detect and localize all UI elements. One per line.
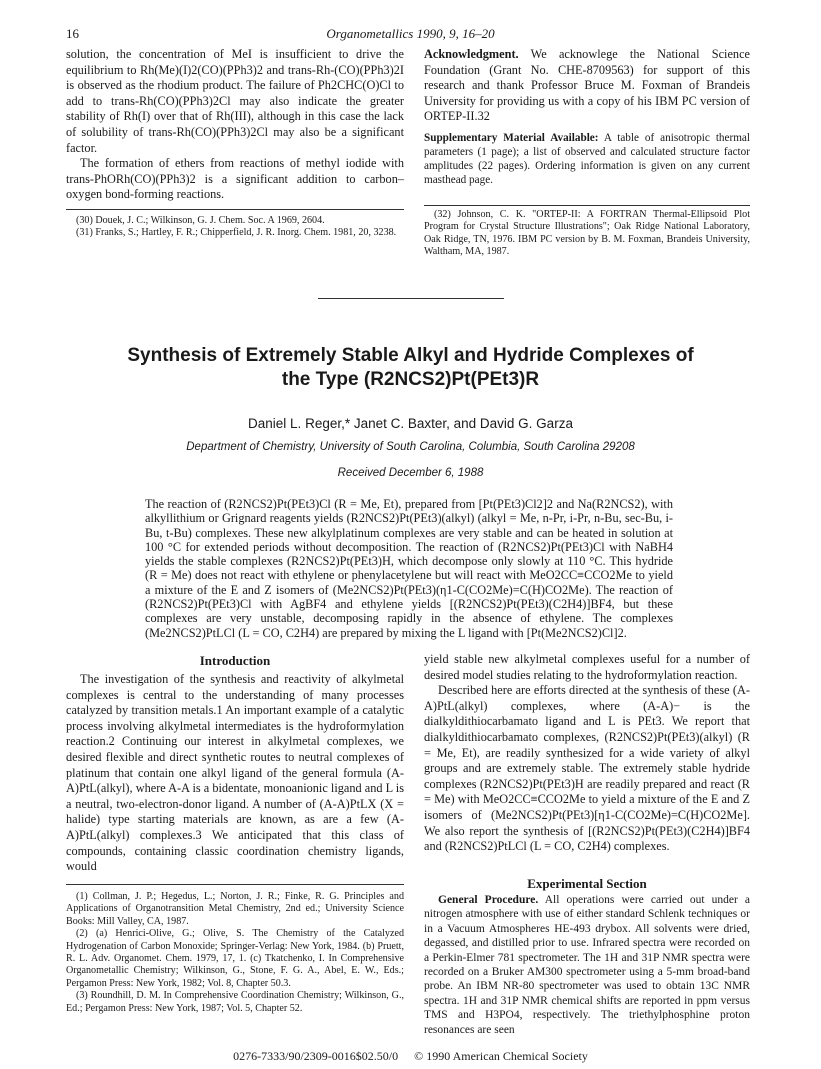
prev-article-left [66,47,404,203]
footnote: (31) Franks, S.; Hartley, F. R.; Chipperfield, J. R. Inorg. Chem. 1981, 20, 3238. [76,227,397,239]
footnote-rule-right [424,205,750,206]
intro-paragraph-2: Described here are efforts directed at the synthesis of these (A-A)PtL(alkyl) complexes, where (A-A)− is the dialkyldithiocarbamato ligand and L is PEt3. We report that dialkyldithiocarbamato complexes, (R2NCS2)Pt(PEt3)(alkyl) (R = Me, Et), are readily synthesized for a wide variety of alkyl groups and are extremely stable. The extremely stable hydride complexes (R2NCS2)Pt(PEt3)H are readily prepared and react (R = Me) with MeO2CC≡CCO2Me to yield a mixture of the E and Z isomers of (Me2NCS2)Pt(PEt3)[η1-C(CO2Me)=C(H)CO2Me]. We also report the synthesis of [(R2NCS2)Pt(PEt3)(C2H4)]BF4 and (R2NCS2)PtLCl (L = CO, C2H4) complexes. [424,683,750,854]
gp-label: General Procedure. [438,894,539,906]
page-number: 16 [66,26,79,41]
running-head: Organometallics 1990, 9, 16–20 [326,26,495,41]
page-footer [0,1049,821,1064]
footnote: (3) Roundhill, D. M. In Comprehensive Coordination Chemistry; Wilkinson, G., Ed.; Pergamon Press: New York, 1987; Vol. 5, Chapter 52. [66,990,404,1014]
title-line-2: the Type (R2NCS2)Pt(PEt3)R [281,369,540,390]
footer-copyright: © 1990 American Chemical Society [414,1049,588,1063]
affiliation: Department of Chemistry, University of South Carolina, Columbia, South Carolina 29208 [186,441,635,453]
intro-heading: Introduction [199,653,271,668]
supplementary-material [424,131,750,187]
abstract: The reaction of (R2NCS2)Pt(PEt3)Cl (R = Me, Et), prepared from [Pt(PEt3)Cl2]2 and Na(R2NCS2), with alkyllithium or Grignard reagents yields (R2NCS2)Pt(PEt3)(alkyl) (alkyl = Me, n-Pr, i-Pr, n-Bu, sec-Bu, i-Bu, t-Bu) complexes. These new alkylplatinum complexes are very stable and can be heated in solution at 100 °C for extended periods without decomposition. The reaction of (R2NCS2)Pt(PEt3)Cl with NaBH4 yields the stable complexes (R2NCS2)Pt(PEt3)H, which decompose only slowly at 110 °C. This hydride (R = Me) does not react with ethylene or phenylacetylene but will react with MeO2CC≡CCO2Me to yield a mixture of the E and Z isomers of (Me2NCS2)Pt(PEt3)(η1-C(CO2Me)=C(H)CO2Me). The reaction of (R2NCS2)Pt(PEt3)Cl with AgBF4 and ethylene yields [(R2NCS2)Pt(PEt3)(C2H4)]BF4, but these complexes are very unstable, decomposing rapidly in the absence of ethylene. The complexes (Me2NCS2)PtLCl (L = CO, C2H4) are prepared by mixing the L ligand with [Pt(Me2NCS2)Cl]2. [145,497,673,640]
ack-label: Acknowledgment. [424,47,519,61]
footnote: (2) (a) Henrici-Olive, G.; Olive, S. The Chemistry of the Catalyzed Hydrogenation of Carbon Monoxide; Springer-Verlag: New York, 1984. (b) Pruett, R. L. Adv. Organomet. Chem. 1979, 17, 1. (c) Tkatchenko, I. In Comprehensive Organometallic Chemistry; Wilkinson, G., Stone, F. G. A., Abel, E. W., Eds.; Pergamon Press: New York, 1982; Vol. 8, Chapter 50.3. [66,928,404,989]
article-title [90,344,731,392]
footnote: (1) Collman, J. P.; Hegedus, L.; Norton, J. R.; Finke, R. G. Principles and Applications of Organotransition Metal Chemistry, 2nd ed.; University Science Books: Mill Valley, CA, 1987. [66,891,404,927]
supp-label: Supplementary Material Available: [424,132,599,144]
intro-continued [424,652,750,855]
prev-left-paragraph: solution, the concentration of MeI is insufficient to drive the equilibrium to Rh(Me)(I)2(CO)(PPh3)2 and trans-Rh-(CO)(PPh3)2I is observed as the rhodium product. The failure of Ph2CHC(O)Cl to add to trans-Rh(CO)(PPh3)2Cl may also indicate the greater stability of Rh(I) over that of Rh(III), although in this case the lack of solubility of trans-Rh(CO)(PPh3)2Cl may also be a significant factor. [66,47,404,155]
footer-code: 0276-7333/90/2309-0016$02.50/0 [233,1049,399,1063]
footnote-rule-left [66,209,404,210]
prev-left-paragraph-2: The formation of ethers from reactions of methyl iodide with trans-PhORh(CO)(PPh3)2 is a significant addition to carbon–oxygen bond-forming reactions. [66,156,404,202]
intro-footnotes [66,891,404,1015]
general-procedure [424,893,750,1037]
title-line-1: Synthesis of Extremely Stable Alkyl and Hydride Complexes of [127,345,694,366]
received-date: Received December 6, 1988 [337,467,484,479]
footnote: (30) Douek, J. C.; Wilkinson, G. J. Chem. Soc. A 1969, 2604. [76,215,325,226]
prev-article-right [424,47,750,125]
intro-paragraph-continued: yield stable new alkylmetal complexes useful for a number of desired model studies relating to the hydroformylation reaction. [424,652,750,682]
authors: Daniel L. Reger,* Janet C. Baxter, and David G. Garza [248,416,573,431]
acknowledgment [424,47,750,125]
article-separator [318,298,504,299]
supp-text: A table of anisotropic thermal parameters (1 page); a list of observed and calculated structure factor amplitudes (22 pages). Ordering information is given on any current masthead page. [424,132,750,186]
intro-paragraph: The investigation of the synthesis and reactivity of alkylmetal complexes is central to the understanding of many processes catalyzed by transition metals.1 An important example of a catalytic process involving alkylmetal intermediates is the hydroformylation reaction.2 Continuing our interest in alkylmetal complexes, we desired flexible and direct synthetic routes to neutral complexes of platinum that contain one alkyl ligand of the general formula (A-A)PtL(alkyl), where A-A is a bidentate, monoanionic ligand and L is a neutral, two-electron-donor ligand. A number of (A-A)PtLX (X = halide) type starting materials are known, as are a few (A-A)PtL(alkyl) complexes.3 We anticipated that this class of compounds, containing classic coordination chemistry ligands, would [66,672,404,874]
footnote-rule-intro [66,884,404,885]
experimental-heading: Experimental Section [527,876,647,891]
prev-footnotes-right [424,209,750,259]
gp-text: All operations were carried out under a nitrogen atmosphere with use of either standard Schlenk techniques or in a Vacuum Atmospheres HE-493 drybox. All solvents were dried, degassed, and distilled prior to use. Infrared spectra were recorded on a Perkin-Elmer 781 spectrometer. The 1H and 31P NMR spectra were recorded on a Bruker AM300 spectrometer using a 5-mm broad-band probe. An IBM NR-80 spectrometer was used to obtain 13C NMR spectra. 1H and 31P NMR chemical shifts are reported in ppm versus TMS and H3PO4, respectively. The triethylphosphine proton resonances are seen [424,894,750,1036]
prev-footnotes-left [66,215,404,240]
ack-text: We acknowlege the National Science Foundation (Grant No. CHE-8709563) for support of this research and thank Professor Bruce M. Foxman of Brandeis University for providing us with a copy of his IBM PC version of ORTEP-II.32 [424,47,750,124]
footnote: (32) Johnson, C. K. "ORTEP-II: A FORTRAN Thermal-Ellipsoid Plot Program for Crystal Structure Illustrations"; Oak Ridge National Laboratory, Oak Ridge, TN, 1976. IBM PC version by B. M. Foxman, Brandeis University, Waltham, MA, 1987. [424,209,750,258]
